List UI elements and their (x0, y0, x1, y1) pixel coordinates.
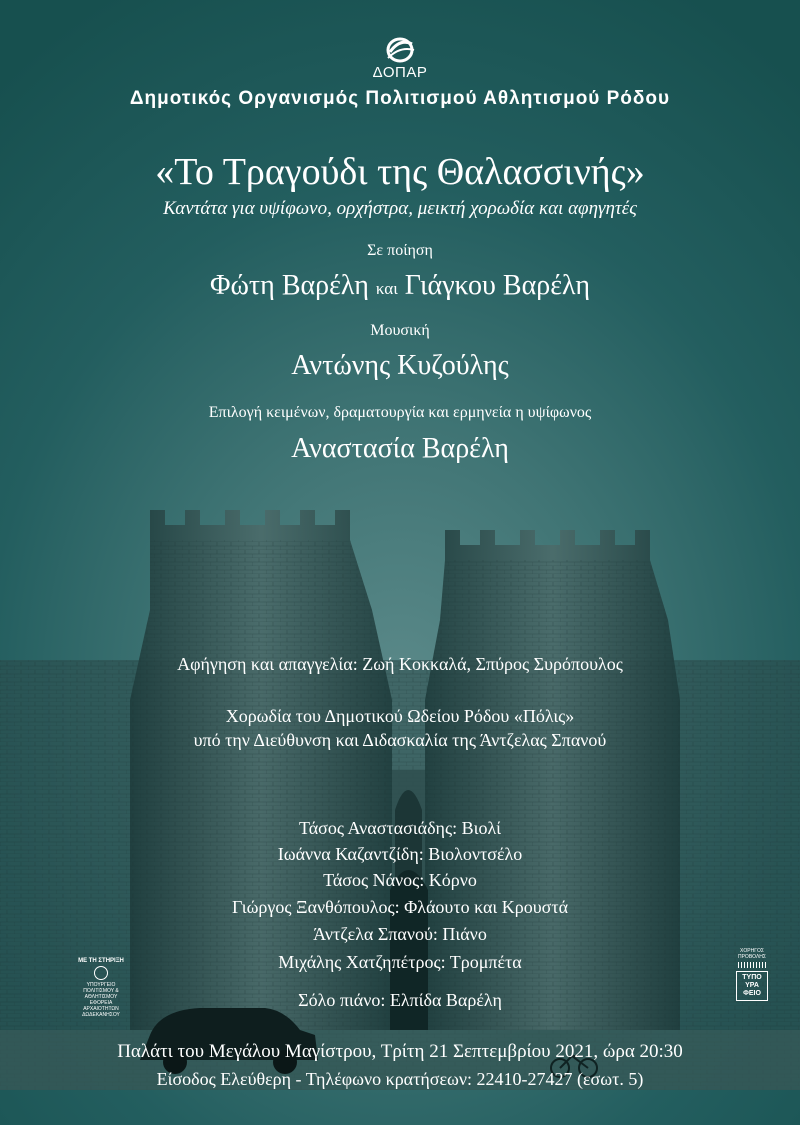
musician-flute-percussion: Γιώργος Ξανθόπουλος: Φλάουτο και Κρουστά (231, 897, 569, 917)
performer-name: Αναστασία Βαρέλη (291, 433, 509, 464)
ministry-heading: ΜΕ ΤΗ ΣΤΗΡΙΞΗ (78, 958, 124, 964)
musician-trumpet: Μιχάλης Χατζηπέτρος: Τρομπέτα (278, 952, 522, 972)
musician-piano: Άντζελα Σπανού: Πιάνο (313, 924, 487, 944)
choir-line-1: Χορωδία του Δημοτικού Ωδείου Ρόδου «Πόλις» (225, 706, 575, 726)
poets-line (0, 270, 800, 302)
ministry-line-4: ΔΩΔΕΚΑΝΗΣΟΥ (82, 1012, 120, 1018)
organization-name: Δημοτικός Οργανισμός Πολιτισμού Αθλητισμού Ρόδου (129, 88, 671, 109)
selection-label: Επιλογή κειμένων, δραματουργία και ερμηνεία η υψίφωνος (208, 404, 592, 421)
logo-text: ΔΟΠΑΡ (372, 64, 428, 81)
narration-credit: Αφήγηση και απαγγελία: Ζωή Κοκκαλά, Σπύρος Συρόπουλος (177, 654, 623, 674)
musician-cello: Ιωάννα Καζαντζίδη: Βιολοντσέλο (277, 844, 523, 864)
venue-date-time: Παλάτι του Μεγάλου Μαγίστρου, Τρίτη 21 Σεπτεμβρίου 2021, ώρα 20:30 (117, 1041, 683, 1062)
composer-name: Αντώνης Κυζούλης (291, 350, 509, 381)
poets-conjunction: και (375, 279, 398, 298)
musician-horn: Τάσος Νάνος: Κόρνο (323, 870, 477, 890)
choir-line-2: υπό την Διεύθυνση και Διδασκαλία της Άντζελας Σπανού (193, 730, 607, 750)
sponsor-mark-line-1: ΤΥΠΟ (742, 974, 762, 981)
sponsor-mark-line-3: ΦΕΙΟ (743, 990, 761, 997)
ministry-line-1: ΥΠΟΥΡΓΕΙΟ (86, 982, 116, 988)
media-sponsor-logo (728, 948, 776, 1001)
ministry-seal-icon (94, 966, 108, 980)
ministry-line-2: ΠΟΛΙΤΙΣΜΟΥ & ΑΘΛΗΤΙΣΜΟΥ (83, 988, 119, 1000)
poet-fotis-vareli: Φώτη Βαρέλη (210, 270, 369, 301)
sponsor-heading: ΧΟΡΗΓΟΣ ΠΡΟΒΟΛΗΣ (737, 948, 766, 960)
work-title: «Το Τραγούδι της Θαλασσινής» (155, 151, 645, 193)
music-label: Μουσική (370, 322, 430, 339)
musician-violin: Τάσος Αναστασιάδης: Βιολί (298, 818, 502, 838)
dopar-logo-icon (376, 32, 424, 68)
sponsor-mark (736, 971, 768, 1001)
solo-piano-credit: Σόλο πιάνο: Ελπίδα Βαρέλη (298, 990, 502, 1010)
entry-reservations: Είσοδος Ελεύθερη - Τηλέφωνο κρατήσεων: 22410-27427 (εσωτ. 5) (156, 1069, 644, 1089)
poet-giagkos-vareli: Γιάγκου Βαρέλη (404, 270, 590, 301)
ministry-line-3: ΕΦΟΡΕΙΑ ΑΡΧΑΙΟΤΗΤΩΝ (83, 1000, 119, 1012)
sponsor-mark-line-2: ΥΡΑ (745, 982, 759, 989)
poetry-label: Σε ποίηση (367, 242, 433, 259)
work-subtitle: Καντάτα για υψίφωνο, ορχήστρα, μεικτή χορωδία και αφηγητές (163, 198, 637, 219)
sponsor-decoration-icon (738, 962, 766, 968)
ministry-support-logo (72, 958, 130, 1018)
